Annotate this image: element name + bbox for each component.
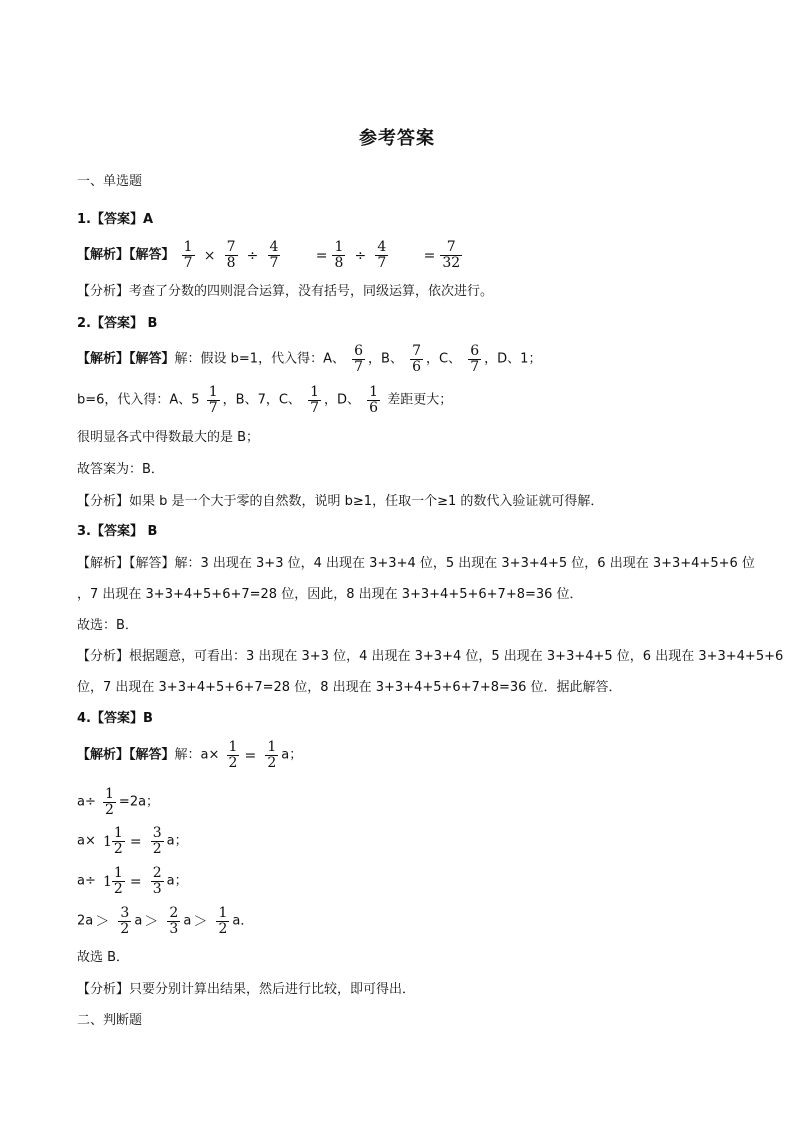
times-sign: × [203, 247, 216, 264]
equals-sign: = [423, 247, 436, 264]
q1-analysis: 【分析】考查了分数的四则混合运算，没有括号，同级运算，依次进行。 [77, 284, 494, 299]
q4-solution-line6: 故选 B． [77, 950, 130, 965]
section-heading-single-choice: 一、单选题 [77, 174, 143, 189]
q3-solution-line3: 故选：B． [77, 618, 138, 633]
fraction: $\frac{1}{8}$ [334, 239, 344, 271]
fraction: $\frac{7}{6}$ [412, 343, 422, 375]
fraction: $\frac{3}{2}$ [152, 825, 162, 857]
q2-solution-line1: 【解析】【解答】解：假设 b=1，代入得：A、 $\frac{6}{7}$ ，B、 $\frac{7}{6}$ ，C、 $\frac{6}{7}$ ，D、1； [77, 343, 542, 375]
fraction: $\frac{1}{2}$ [267, 739, 277, 771]
q2-solution-line4: 故答案为：B． [77, 462, 164, 477]
fraction: $\frac{1}{2}$ [218, 905, 228, 937]
equals-sign: = [315, 247, 328, 264]
fraction: $\frac{7}{32}$ [442, 239, 461, 271]
q1-answer: 1.【答案】A [77, 212, 154, 227]
q3-solution-line2: ，7 出现在 3+3+4+5+6+7=28 位，因此，8 出现在 3+3+4+5+6+7+8=36 位． [77, 587, 583, 602]
fraction: $\frac{1}{6}$ [369, 384, 379, 416]
q2-solution-line2: b=6，代入得：A、5 $\frac{1}{7}$ ，B、7，C、 $\frac{1}{7}$ ，D、 $\frac{1}{6}$ 差距更大； [77, 384, 453, 416]
q4-analysis: 【分析】只要分别计算出结果，然后进行比较，即可得出． [77, 982, 416, 997]
q4-answer: 4.【答案】B [77, 711, 153, 726]
q2-answer: 2.【答案】 B [77, 316, 158, 331]
fraction: $\frac{1}{7}$ [310, 384, 319, 416]
fraction: $\frac{2}{3}$ [169, 905, 179, 937]
fraction: $\frac{4}{7}$ [269, 239, 279, 271]
fraction: $\frac{6}{7}$ [354, 343, 364, 375]
fraction: $\frac{3}{2}$ [120, 905, 130, 937]
mixed-fraction: $\frac{1}{2}$ [113, 865, 123, 897]
divide-sign: ÷ [246, 247, 259, 264]
fraction: $\frac{4}{7}$ [377, 239, 387, 271]
fraction: $\frac{7}{8}$ [226, 239, 236, 271]
q3-analysis-line1: 【分析】根据题意，可看出：3 出现在 3+3 位，4 出现在 3+3+4 位，5 出现在 3+3+4+5 位，6 出现在 3+3+4+5+6 [77, 649, 784, 664]
q1-solution [77, 240, 465, 271]
divide-sign: ÷ [354, 247, 367, 264]
q3-solution-line1: 【解析】【解答】解：3 出现在 3+3 位，4 出现在 3+3+4 位，5 出现在 3+3+4+5 位，6 出现在 3+3+4+5+6 位 [77, 556, 755, 571]
q3-analysis-line2: 位，7 出现在 3+3+4+5+6+7=28 位，8 出现在 3+3+4+5+6+7+8=36 位．据此解答． [77, 680, 622, 695]
q2-solution-line3: 很明显各式中得数最大的是 B； [77, 430, 260, 445]
fraction: $\frac{1}{2}$ [105, 786, 114, 818]
q1-solution-tag: 【解析】【解答】 [77, 247, 175, 263]
q2-solution-tag: 【解析】【解答】 [77, 351, 175, 367]
fraction: $\frac{1}{2}$ [228, 739, 238, 771]
fraction: $\frac{6}{7}$ [470, 343, 480, 375]
q4-solution-line3: a× 1 $\frac{1}{2}$ = $\frac{3}{2}$ a； [77, 825, 188, 857]
fraction: $\frac{1}{7}$ [208, 384, 218, 416]
q4-solution-tag: 【解析】【解答】 [77, 747, 175, 763]
fraction: $\frac{1}{7}$ [183, 239, 193, 271]
page-title: 参考答案 [359, 128, 435, 149]
q3-answer: 3.【答案】 B [77, 524, 158, 539]
section-heading-true-false: 二、判断题 [77, 1013, 143, 1028]
q4-solution-line2: a÷ $\frac{1}{2}$ =2a； [77, 786, 160, 818]
q2-analysis: 【分析】如果 b 是一个大于零的自然数，说明 b≥1，任取一个≥1 的数代入验证就可得解． [77, 494, 604, 509]
fraction: $\frac{2}{3}$ [152, 865, 162, 897]
q4-solution-line4: a÷ 1 $\frac{1}{2}$ = $\frac{2}{3}$ a； [77, 865, 188, 897]
q4-solution-line5: 2a ＞ $\frac{3}{2}$ a ＞ $\frac{2}{3}$ a ＞ $\frac{1}{2}$ a． [77, 905, 254, 937]
mixed-fraction: $\frac{1}{2}$ [113, 825, 123, 857]
q4-solution-line1: 【解析】【解答】解：a× $\frac{1}{2}$ = $\frac{1}{2}$ a； [77, 739, 303, 771]
